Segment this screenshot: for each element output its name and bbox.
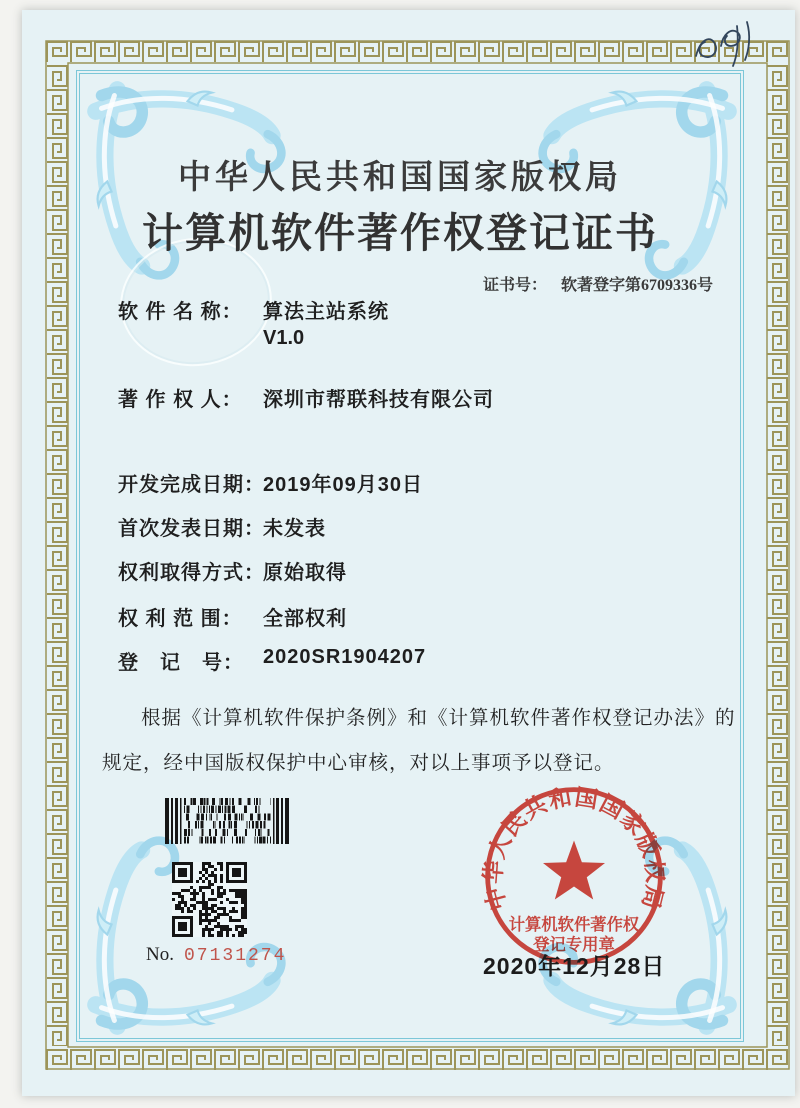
field-label: 权 利 范 围： [118,608,243,630]
field-label: 登 记 号： [118,652,244,674]
serial-number-label: No. [146,944,174,965]
field-label: 著 作 权 人： [118,389,243,411]
certificate-number [483,272,713,295]
registration-statement [102,696,752,786]
field-label: 权利取得方式： [118,562,265,584]
seal-caption-line-2: 登记专用章 [533,934,615,954]
serial-number [146,944,286,966]
field-row-first-publication [22,512,795,542]
field-value: 原始取得 [263,562,347,584]
field-value-version: V1.0 [263,327,305,349]
certificate-number-label: 证书号： [482,277,547,294]
serial-number-value: 07131274 [183,946,287,966]
field-value: 2020SR1904207 [263,646,427,668]
statement-line-2: 规定，经中国版权保护中心审核，对以上事项予以登记。 [102,753,615,774]
seal-caption-line-1: 计算机软件著作权 [508,914,640,934]
field-row-rights-scope [22,602,795,632]
certificate-number-value: 软著登字第6709336号 [560,277,713,294]
seal-ring-text: 中华人民共和国国家版权局 [479,783,669,914]
star-icon [543,840,605,899]
field-row-completion-date [22,468,795,498]
field-value: 2019年09月30日 [263,474,423,496]
field-row-copyright-owner [22,383,795,413]
field-value: 全部权利 [263,608,347,630]
issue-date: 2020年12月28日 [483,953,666,979]
handwritten-mark [674,10,774,84]
field-value: 算法主站系统 [263,301,389,323]
authority-title: 中华人民共和国国家版权局 [178,160,622,196]
qr-code [172,862,247,937]
field-label: 首次发表日期： [118,518,265,540]
official-red-seal [478,780,670,972]
field-row-acquisition-method [22,556,795,586]
field-value: 深圳市帮联科技有限公司 [263,389,494,411]
field-row-software-name [22,295,795,349]
statement-line-1: 根据《计算机软件保护条例》和《计算机软件著作权登记办法》的 [141,708,736,729]
field-row-registration-number [22,646,795,676]
certificate-paper [22,10,795,1096]
certificate-title: 计算机软件著作权登记证书 [142,210,658,256]
field-label: 软 件 名 称： [118,301,243,323]
field-label: 开发完成日期： [118,474,265,496]
barcode [165,798,291,844]
field-value: 未发表 [263,518,326,540]
